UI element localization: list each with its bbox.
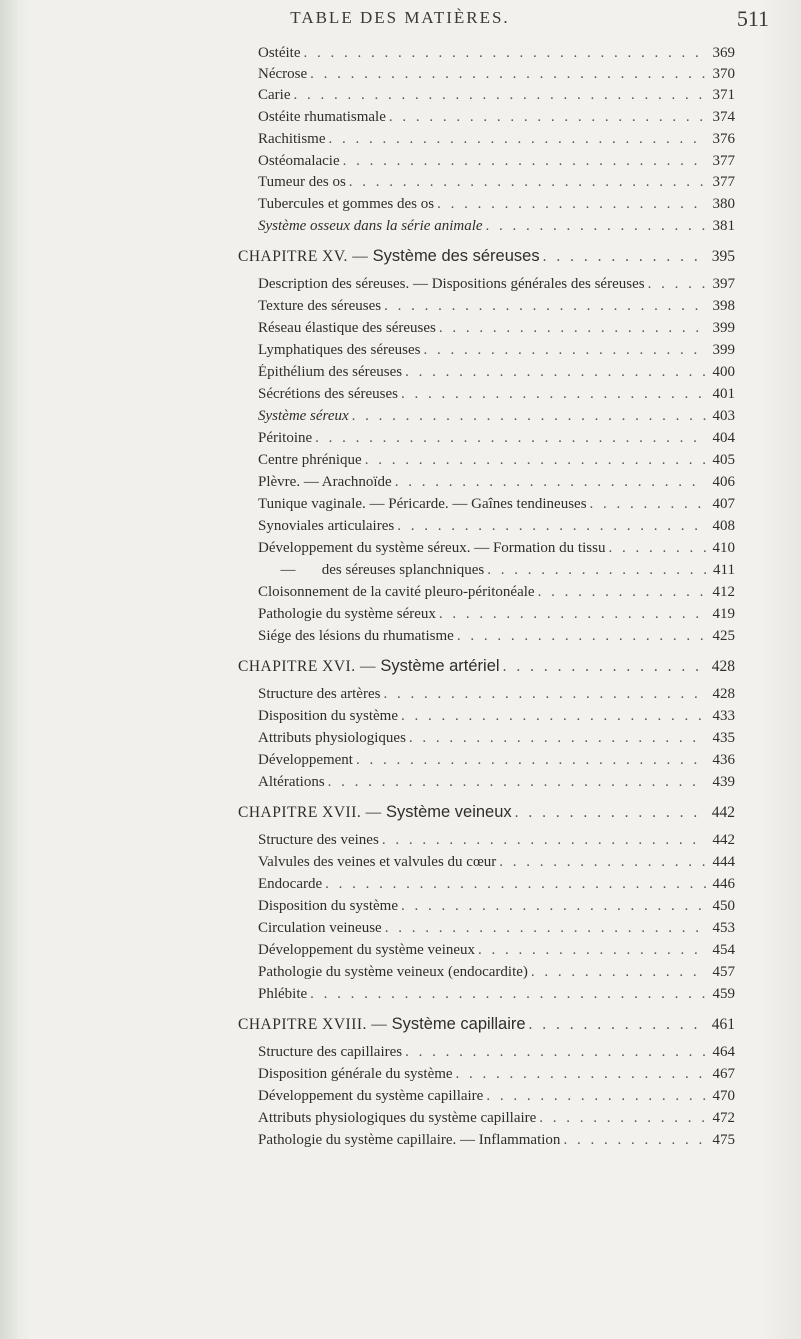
entry-title: Siége des lésions du rhumatisme bbox=[258, 628, 454, 644]
chapter-label bbox=[238, 247, 540, 266]
dot-leader bbox=[456, 1066, 706, 1083]
entry-title: Développement du système veineux bbox=[258, 942, 476, 958]
entry-label bbox=[258, 686, 380, 703]
toc-entry bbox=[258, 752, 735, 772]
entry-label bbox=[258, 1044, 402, 1061]
entry-label bbox=[258, 1066, 453, 1083]
entry-page-number: 442 bbox=[712, 832, 735, 848]
entry-label bbox=[258, 342, 420, 359]
entry-label bbox=[258, 920, 382, 937]
entry-label bbox=[258, 774, 325, 791]
entry-label bbox=[258, 320, 436, 337]
entry-page-number: 450 bbox=[712, 898, 735, 914]
entry-label bbox=[258, 752, 353, 769]
dot-leader bbox=[499, 854, 706, 871]
entry-title: Développement du système capillaire bbox=[258, 1088, 484, 1104]
entry-page-number: 371 bbox=[712, 87, 735, 103]
entry-page-number: 444 bbox=[712, 854, 735, 870]
entry-page-number: 407 bbox=[712, 496, 735, 512]
dot-leader bbox=[405, 364, 706, 381]
entry-title: Valvules des veines et valvules du cœur bbox=[258, 854, 497, 870]
entry-label bbox=[258, 584, 535, 601]
dot-leader bbox=[486, 218, 706, 235]
entry-label bbox=[258, 942, 475, 959]
entry-title: Circulation veineuse bbox=[258, 920, 382, 936]
entry-page-number: 470 bbox=[712, 1088, 735, 1104]
dot-leader bbox=[503, 658, 706, 676]
toc-chapter-heading bbox=[238, 1015, 735, 1039]
toc-entry bbox=[258, 876, 735, 896]
entry-label bbox=[258, 1132, 560, 1149]
entry-title: Altérations bbox=[258, 774, 325, 790]
toc-entry bbox=[258, 66, 735, 86]
dot-leader bbox=[543, 248, 706, 266]
toc-entry bbox=[258, 832, 735, 852]
entry-label bbox=[258, 832, 379, 849]
dot-leader bbox=[439, 320, 706, 337]
entry-title: Péritoine bbox=[258, 430, 313, 446]
entry-page-number: 467 bbox=[712, 1066, 735, 1082]
toc-entry bbox=[258, 986, 735, 1006]
entry-page-number: 459 bbox=[712, 986, 735, 1002]
toc-entry bbox=[258, 1110, 735, 1130]
dot-leader bbox=[487, 562, 706, 579]
entry-label bbox=[258, 66, 307, 83]
running-title: TABLE DES MATIÈRES. bbox=[290, 8, 510, 27]
entry-page-number: 406 bbox=[712, 474, 735, 490]
chapter-label bbox=[238, 657, 500, 676]
entry-title: Attributs physiologiques du système capillaire bbox=[258, 1110, 537, 1126]
entry-label bbox=[258, 87, 290, 104]
dot-leader bbox=[352, 408, 706, 425]
entry-page-number: 377 bbox=[712, 174, 735, 190]
toc-entry bbox=[258, 474, 735, 494]
entry-page-number: 399 bbox=[712, 342, 735, 358]
dot-leader bbox=[401, 708, 706, 725]
dot-leader bbox=[515, 804, 706, 822]
dot-leader bbox=[329, 131, 707, 148]
entry-label bbox=[258, 153, 340, 170]
dot-leader bbox=[310, 66, 706, 83]
toc-entry bbox=[258, 298, 735, 318]
entry-label bbox=[258, 196, 434, 213]
entry-title: Pathologie du système séreux bbox=[258, 606, 436, 622]
entry-page-number: 461 bbox=[711, 1016, 735, 1033]
entry-label bbox=[258, 562, 484, 579]
entry-page-number: 439 bbox=[712, 774, 735, 790]
dot-leader bbox=[401, 898, 706, 915]
dot-leader bbox=[486, 1088, 706, 1105]
entry-title: des séreuses splanchniques bbox=[321, 562, 485, 578]
toc-entry bbox=[258, 496, 735, 516]
chapter-number: CHAPITRE XV. — bbox=[238, 248, 373, 265]
entry-title: Structure des artères bbox=[258, 686, 381, 702]
entry-title: Tubercules et gommes des os bbox=[258, 196, 435, 212]
entry-page-number: 410 bbox=[712, 540, 735, 556]
dot-leader bbox=[539, 1110, 706, 1127]
dot-leader bbox=[304, 45, 707, 62]
toc-entry bbox=[258, 1132, 735, 1152]
entry-label bbox=[258, 540, 605, 557]
dot-leader bbox=[293, 87, 706, 104]
dot-leader bbox=[384, 298, 706, 315]
entry-page-number: 376 bbox=[712, 131, 735, 147]
entry-title: Système osseux dans la série animale bbox=[258, 218, 483, 234]
entry-page-number: 464 bbox=[712, 1044, 735, 1060]
entry-title: Sécrétions des séreuses bbox=[258, 386, 398, 402]
dot-leader bbox=[315, 430, 706, 447]
page-number: 511 bbox=[736, 6, 769, 31]
dot-leader bbox=[310, 986, 706, 1003]
entry-page-number: 400 bbox=[712, 364, 735, 380]
dot-leader bbox=[423, 342, 706, 359]
entry-label bbox=[258, 174, 346, 191]
toc-entry bbox=[258, 1044, 735, 1064]
toc-entry bbox=[258, 898, 735, 918]
entry-title: Disposition du système bbox=[258, 898, 399, 914]
toc-entry bbox=[258, 920, 735, 940]
entry-label bbox=[258, 496, 587, 513]
toc-entry bbox=[258, 1088, 735, 1108]
dot-leader bbox=[389, 109, 706, 126]
entry-title: Phlébite bbox=[258, 986, 308, 1002]
toc-entry bbox=[258, 942, 735, 962]
toc-entry bbox=[258, 218, 735, 238]
toc-chapter-heading bbox=[238, 247, 735, 271]
entry-page-number: 472 bbox=[712, 1110, 735, 1126]
dot-leader bbox=[437, 196, 706, 213]
entry-title: Structure des capillaires bbox=[258, 1044, 403, 1060]
entry-title: Rachitisme bbox=[258, 131, 326, 147]
entry-title: Ostéomalacie bbox=[258, 153, 340, 169]
toc-entry bbox=[258, 854, 735, 874]
entry-title: Pathologie du système veineux (endocardite) bbox=[258, 964, 528, 980]
chapter-number: CHAPITRE XVIII. — bbox=[238, 1016, 392, 1033]
entry-label bbox=[258, 452, 362, 469]
entry-title: Lymphatiques des séreuses bbox=[258, 342, 421, 358]
entry-page-number: 412 bbox=[712, 584, 735, 600]
entry-page-number: 398 bbox=[712, 298, 735, 314]
entry-page-number: 428 bbox=[712, 686, 735, 702]
entry-title: Nécrose bbox=[258, 66, 308, 82]
entry-label bbox=[258, 218, 483, 235]
entry-page-number: 399 bbox=[712, 320, 735, 336]
entry-label bbox=[258, 298, 381, 315]
dot-leader bbox=[590, 496, 706, 513]
entry-label bbox=[258, 1088, 483, 1105]
toc-entry bbox=[258, 584, 735, 604]
toc-entry bbox=[258, 606, 735, 626]
entry-label bbox=[258, 474, 392, 491]
toc-entry bbox=[258, 518, 735, 538]
entry-page-number: 411 bbox=[713, 562, 735, 578]
entry-label bbox=[258, 131, 326, 148]
entry-page-number: 436 bbox=[712, 752, 735, 768]
entry-page-number: 370 bbox=[712, 66, 735, 82]
entry-label bbox=[258, 964, 528, 981]
entry-title: Attributs physiologiques bbox=[258, 730, 406, 746]
entry-title: Disposition du système bbox=[258, 708, 399, 724]
entry-label bbox=[258, 708, 398, 725]
dot-leader bbox=[365, 452, 706, 469]
entry-title: Ostéite rhumatismale bbox=[258, 109, 386, 125]
dot-leader bbox=[608, 540, 706, 557]
toc-entry bbox=[258, 87, 735, 107]
entry-page-number: 454 bbox=[712, 942, 735, 958]
entry-label bbox=[258, 430, 312, 447]
entry-title: Développement du système séreux. — Formation du tissu bbox=[258, 540, 606, 556]
dot-leader bbox=[343, 153, 706, 170]
entry-label bbox=[258, 276, 645, 293]
toc-entry bbox=[258, 174, 735, 194]
entry-page-number: 395 bbox=[711, 248, 735, 265]
entry-label bbox=[258, 518, 394, 535]
dot-leader bbox=[397, 518, 706, 535]
dot-leader bbox=[563, 1132, 706, 1149]
entry-label bbox=[258, 730, 406, 747]
entry-page-number: 377 bbox=[712, 153, 735, 169]
entry-page-number: 475 bbox=[712, 1132, 735, 1148]
toc-entry bbox=[258, 342, 735, 362]
toc-entry bbox=[258, 45, 735, 65]
entry-title: Pathologie du système capillaire. — Inflammation bbox=[258, 1132, 561, 1148]
toc-entry bbox=[258, 364, 735, 384]
dot-leader bbox=[531, 964, 706, 981]
dot-leader bbox=[401, 386, 706, 403]
entry-title: Synoviales articulaires bbox=[258, 518, 395, 534]
entry-page-number: 401 bbox=[712, 386, 735, 402]
dot-leader bbox=[385, 920, 706, 937]
dot-leader bbox=[409, 730, 706, 747]
toc-entry bbox=[258, 964, 735, 984]
chapter-title: Système veineux bbox=[386, 803, 512, 821]
entry-title: Carie bbox=[258, 87, 291, 103]
dot-leader bbox=[439, 606, 706, 623]
dot-leader bbox=[538, 584, 706, 601]
dot-leader bbox=[383, 686, 706, 703]
toc-chapter-heading bbox=[238, 657, 735, 681]
entry-title: Endocarde bbox=[258, 876, 323, 892]
entry-title: Disposition générale du système bbox=[258, 1066, 453, 1082]
toc-entry bbox=[258, 320, 735, 340]
dot-leader bbox=[328, 774, 706, 791]
entry-page-number: 433 bbox=[712, 708, 735, 724]
dot-leader bbox=[325, 876, 706, 893]
entry-title: Ostéite bbox=[258, 45, 301, 61]
toc-entry bbox=[258, 1066, 735, 1086]
entry-page-number: 369 bbox=[712, 45, 735, 61]
toc-entry bbox=[258, 562, 735, 582]
entry-page-number: 435 bbox=[712, 730, 735, 746]
chapter-title: Système artériel bbox=[380, 657, 500, 675]
entry-title: Texture des séreuses bbox=[258, 298, 382, 314]
toc-chapter-heading bbox=[238, 803, 735, 827]
toc-entry bbox=[258, 196, 735, 216]
entry-page-number: 425 bbox=[712, 628, 735, 644]
entry-page-number: 405 bbox=[712, 452, 735, 468]
entry-page-number: 428 bbox=[711, 658, 735, 675]
entry-title: Tunique vaginale. — Péricarde. — Gaînes tendineuses bbox=[258, 496, 587, 512]
chapter-label bbox=[238, 1015, 526, 1034]
toc-entry bbox=[258, 153, 735, 173]
entry-label bbox=[258, 1110, 536, 1127]
toc-entry bbox=[258, 730, 735, 750]
entry-page-number: 380 bbox=[712, 196, 735, 212]
chapter-number: CHAPITRE XVI. — bbox=[238, 658, 381, 675]
entry-page-number: 408 bbox=[712, 518, 735, 534]
toc-entry bbox=[258, 774, 735, 794]
dot-leader bbox=[349, 174, 706, 191]
toc-entry bbox=[258, 708, 735, 728]
toc-entry bbox=[258, 386, 735, 406]
toc-entry bbox=[258, 131, 735, 151]
entry-title: Description des séreuses. — Dispositions générales des séreuses bbox=[258, 276, 645, 292]
entry-title: Centre phrénique bbox=[258, 452, 362, 468]
entry-label bbox=[258, 876, 322, 893]
entry-page-number: 374 bbox=[712, 109, 735, 125]
dot-leader bbox=[478, 942, 706, 959]
dot-leader bbox=[648, 276, 706, 293]
entry-label bbox=[258, 364, 402, 381]
toc-entry bbox=[258, 430, 735, 450]
chapter-label bbox=[238, 803, 512, 822]
toc-entry bbox=[258, 628, 735, 648]
entry-label bbox=[258, 986, 307, 1003]
dot-leader bbox=[529, 1016, 706, 1034]
entry-title: Plèvre. — Arachnoïde bbox=[258, 474, 392, 490]
toc-entry bbox=[258, 452, 735, 472]
chapter-title: Système des séreuses bbox=[372, 247, 540, 265]
ditto-dash: — bbox=[280, 562, 296, 578]
entry-label bbox=[258, 628, 454, 645]
toc-entry bbox=[258, 686, 735, 706]
dot-leader bbox=[405, 1044, 706, 1061]
entry-page-number: 403 bbox=[712, 408, 735, 424]
toc-entry bbox=[258, 408, 735, 428]
entry-label bbox=[258, 109, 386, 126]
entry-page-number: 381 bbox=[712, 218, 735, 234]
entry-title: Cloisonnement de la cavité pleuro-péritonéale bbox=[258, 584, 535, 600]
entry-label bbox=[258, 854, 496, 871]
dot-leader bbox=[457, 628, 706, 645]
toc-entry bbox=[258, 109, 735, 129]
entry-label bbox=[258, 386, 398, 403]
entry-label bbox=[258, 606, 436, 623]
entry-page-number: 442 bbox=[711, 804, 735, 821]
dot-leader bbox=[356, 752, 706, 769]
entry-title: Système séreux bbox=[258, 408, 349, 424]
chapter-title: Système capillaire bbox=[391, 1015, 526, 1033]
toc-entry bbox=[258, 540, 735, 560]
chapter-number: CHAPITRE XVII. — bbox=[238, 804, 386, 821]
entry-title: Réseau élastique des séreuses bbox=[258, 320, 436, 336]
entry-page-number: 397 bbox=[712, 276, 735, 292]
entry-page-number: 457 bbox=[712, 964, 735, 980]
entry-label bbox=[258, 45, 301, 62]
entry-title: Tumeur des os bbox=[258, 174, 346, 190]
entry-label bbox=[258, 408, 349, 425]
entry-label bbox=[258, 898, 398, 915]
entry-page-number: 419 bbox=[712, 606, 735, 622]
entry-page-number: 404 bbox=[712, 430, 735, 446]
entry-page-number: 446 bbox=[712, 876, 735, 892]
entry-title: Structure des veines bbox=[258, 832, 379, 848]
entry-title: Épithélium des séreuses bbox=[258, 364, 403, 380]
entry-title: Développement bbox=[258, 752, 353, 768]
entry-page-number: 453 bbox=[712, 920, 735, 936]
dot-leader bbox=[382, 832, 706, 849]
dot-leader bbox=[395, 474, 706, 491]
toc-entry bbox=[258, 276, 735, 296]
